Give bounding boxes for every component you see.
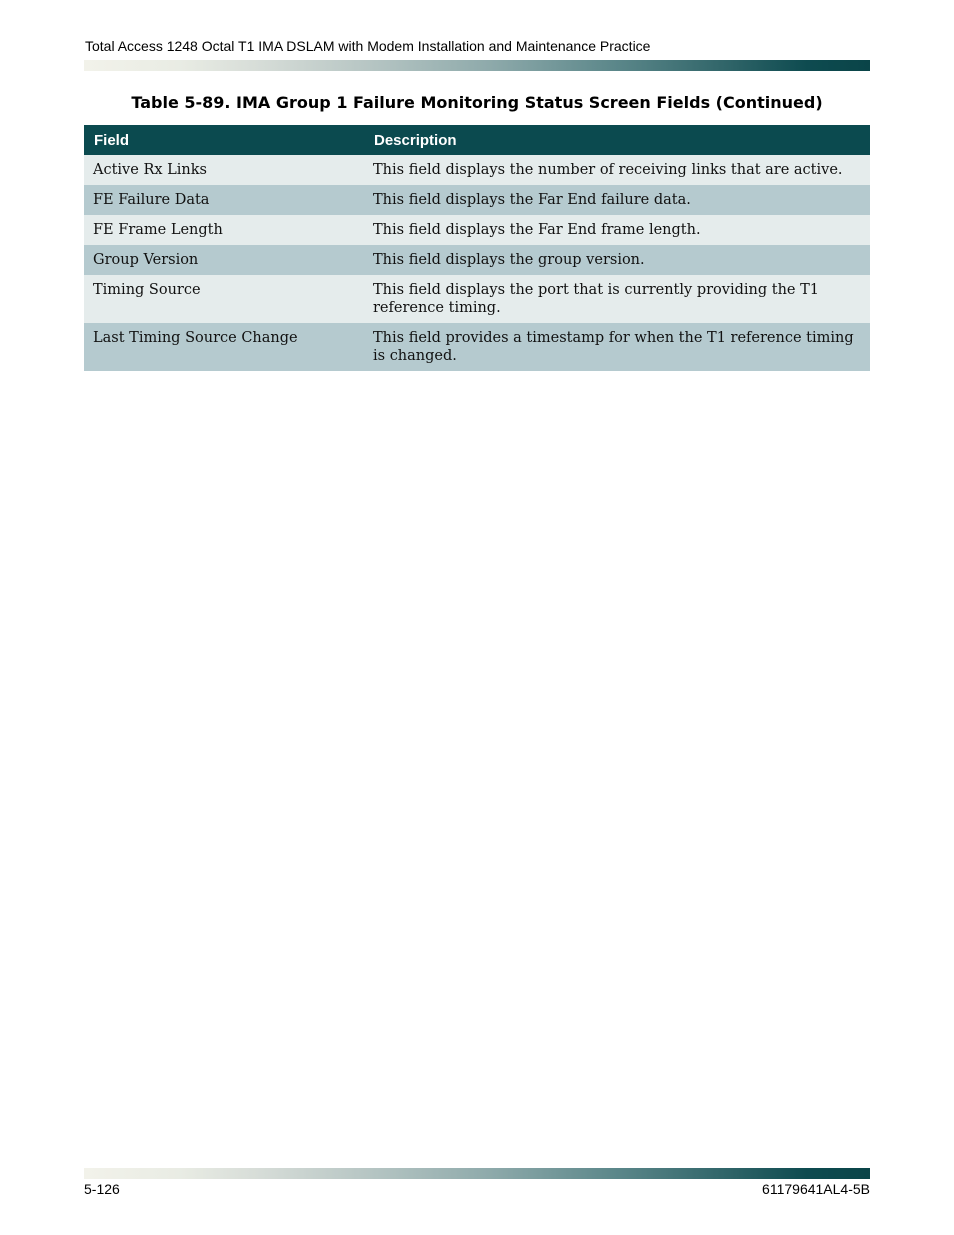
table-row (84, 245, 870, 275)
table-caption: Table 5-89. IMA Group 1 Failure Monitoring Status Screen Fields (Continued) (131, 93, 823, 112)
footer-rule-bar (84, 1168, 870, 1179)
page-number: 5-126 (84, 1181, 120, 1197)
field-cell: Group Version (84, 245, 364, 275)
field-cell: Timing Source (84, 275, 364, 323)
fields-table (84, 125, 870, 371)
description-cell: This field displays the port that is currently providing the T1 reference timing. (364, 275, 870, 323)
table-row (84, 323, 870, 371)
table-row (84, 155, 870, 185)
field-cell: FE Failure Data (84, 185, 364, 215)
column-header-field: Field (84, 125, 364, 155)
description-cell: This field displays the group version. (364, 245, 870, 275)
field-cell: Last Timing Source Change (84, 323, 364, 371)
description-cell: This field displays the Far End frame length. (364, 215, 870, 245)
document-number: 61179641AL4-5B (762, 1181, 870, 1197)
table-row (84, 185, 870, 215)
running-header-title: Total Access 1248 Octal T1 IMA DSLAM with Modem Installation and Maintenance Practice (85, 38, 651, 54)
table-row (84, 275, 870, 323)
column-header-description: Description (364, 125, 870, 155)
description-cell: This field provides a timestamp for when the T1 reference timing is changed. (364, 323, 870, 371)
description-cell: This field displays the Far End failure data. (364, 185, 870, 215)
table-header-row (84, 125, 870, 155)
field-cell: FE Frame Length (84, 215, 364, 245)
header-rule-bar (84, 60, 870, 71)
table-row (84, 215, 870, 245)
field-cell: Active Rx Links (84, 155, 364, 185)
description-cell: This field displays the number of receiving links that are active. (364, 155, 870, 185)
